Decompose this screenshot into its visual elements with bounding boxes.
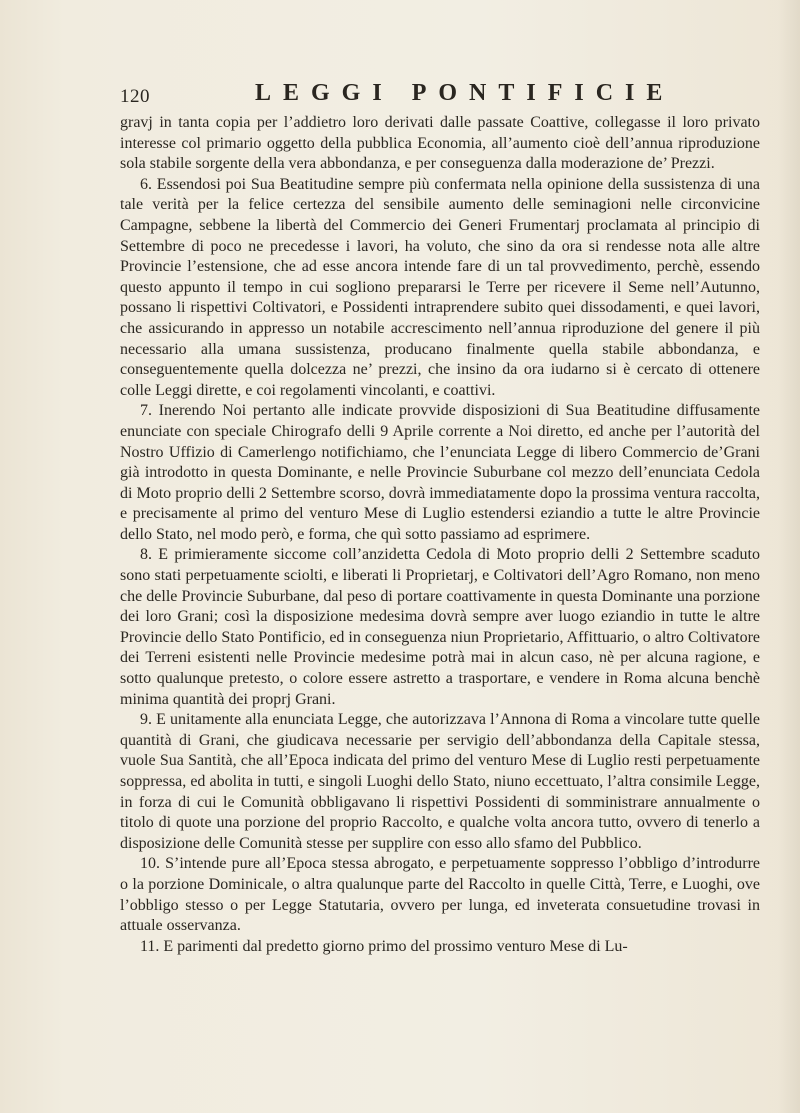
paragraph-10: 10. S’intende pure all’Epoca stessa abrogato, e perpetuamente soppresso l’obbligo d’introdurre o la porzione Dominicale, o altra qualunque parte del Raccolto in quelle Città, Terre, e Luoghi, ove l’obbligo stesso o per Legge Statutaria, ovvero per lunga, ed inveterata consuetudine trovasi in attuale osservanza. [120,855,760,935]
body-text [120,113,760,957]
paragraph-11: 11. E parimenti dal predetto giorno primo del prossimo venturo Mese di Lu- [140,937,628,955]
paragraph-7: 7. Inerendo Noi pertanto alle indicate provvide disposizioni di Sua Beatitudine diffusamente enunciate con speciale Chirografo delli 9 Aprile corrente a Noi diretto, ed anche per l’autorità del Nostro Uffizio di Camerlengo notifichiamo, che l’enunciata Legge di libero Commercio de’Grani già introdotto in questa Dominante, e nelle Provincie Suburbane col mezzo dell’enunciata Cedola di Moto proprio delli 2 Settembre scorso, dovrà immediatamente dopo la prossima ventura raccolta, e precisamente al primo del venturo Mese di Luglio estendersi eziandio a tutte le altre Provincie dello Stato, nel modo però, e forma, che quì sotto passiamo ad esprimere. [120,402,760,543]
paragraph-8: 8. E primieramente siccome coll’anzidetta Cedola di Moto proprio delli 2 Settembre scaduto sono stati perpetuamente sciolti, e liberati li Proprietarj, e Coltivatori dell’Agro Romano, non meno che delle Provincie Suburbane, dal peso di portare coattivamente in questa Dominante una porzione dei loro Grani; così la disposizione medesima dovrà sempre aver luogo eziandio in tutte le altre Provincie dello Stato Pontificio, ed in conseguenza niun Proprietario, Affittuario, o altro Coltivatore dei Terreni esistenti nelle Provincie medesime potrà mai in alcun caso, nè per alcuna ragione, e sotto qualunque pretesto, o colore essere astretto a trasportare, e vendere in Roma alcuna benchè minima quantità dei proprj Grani. [120,546,761,708]
page-number: 120 [120,86,150,107]
page-edge-shadow [778,0,800,1113]
running-title: LEGGI PONTIFICIE [255,80,675,106]
paragraph-continuation: gravj in tanta copia per l’addietro loro derivati dalle passate Coattive, collegasse il loro privato interesse col primario oggetto della pubblica Economia, all’aumento cioè dell’annua riproduzione sola stabile sorgente della vera abbondanza, e per conseguenza dalla moderazione de’ Prezzi. [120,114,760,173]
paragraph-9: 9. E unitamente alla enunciata Legge, che autorizzava l’Annona di Roma a vincolare tutte quelle quantità di Grani, che giudicava necessarie per servigio dell’abbondanza della Capitale stessa, vuole Sua Santità, che all’Epoca indicata del primo del venturo Mese di Luglio resti perpetuamente soppressa, ed abolita in tutti, e singoli Luoghi dello Stato, niuno eccettuato, l’altra consimile Legge, in forza di cui le Comunità obbligavano li rispettivi Possidenti di somministrare annualmente o titolo di quote una porzione del proprio Raccolto, e qualche volta ancora tutto, ovvero di tenerlo a disposizione delle Comunità stesse per supplire con esso allo sfamo del Pubblico. [120,711,760,852]
page-header [120,80,760,114]
paragraph-6: 6. Essendosi poi Sua Beatitudine sempre più confermata nella opinione della sussistenza di una tale verità per la felice certezza del sensibile aumento delle seminagioni nelle circonvicine Campagne, sebbene la libertà del Commercio dei Generi Frumentarj proclamata al principio di Settembre di poco ne precedesse i lavori, ha voluto, che sino da ora si rendesse nota alle altre Provincie l’estensione, che ad esse ancora intende fare di un tal provvedimento, perchè, essendo questo appunto il tempo in cui sogliono prepararsi le Terre per ricevere il Seme nell’Autunno, possano li rispettivi Coltivatori, e Possidenti intraprendere subito quei dissodamenti, e quei lavori, che assicurando in appresso un notabile accrescimento nell’annua riproduzione del genere il più necessario alla umana sussistenza, producano finalmente quella stabile abbondanza, e conseguentemente quella dolcezza ne’ prezzi, che insino da ora iudarno si è cercato di ottenere colle Leggi dirette, e coi regolamenti vincolanti, e coattivi. [120,175,760,399]
